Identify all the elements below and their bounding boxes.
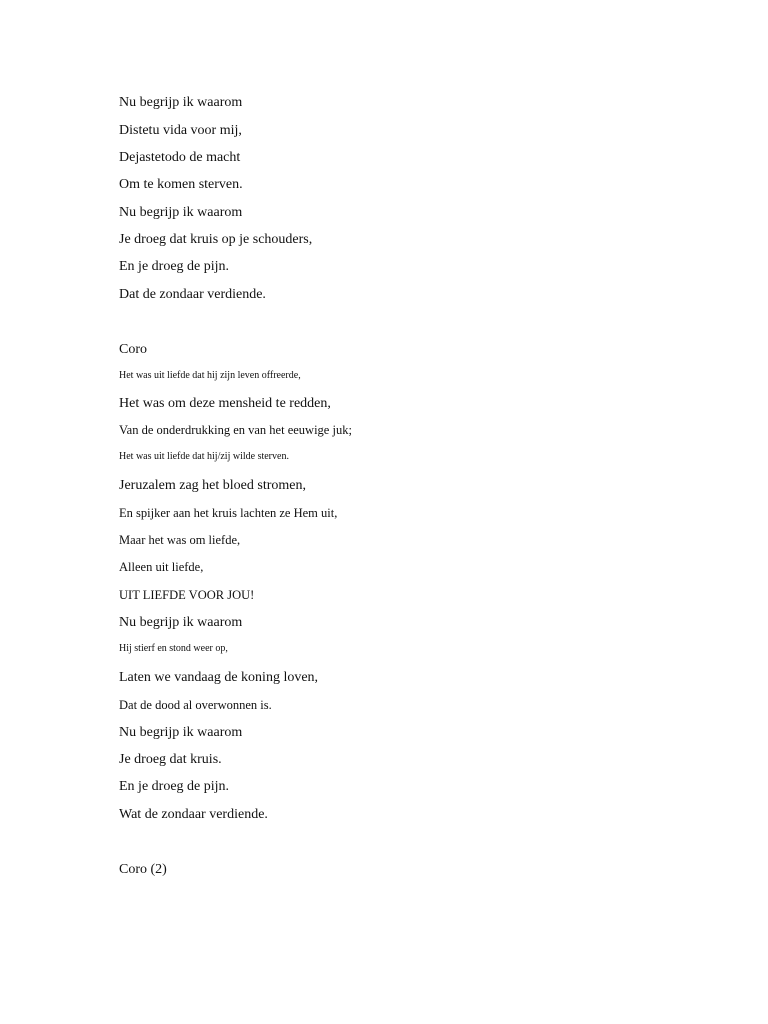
chorus1-line-5: Jeruzalem zag het bloed stromen,: [119, 478, 306, 493]
chorus1-line-2: Het was om deze mensheid te redden,: [119, 396, 331, 411]
chorus1-line-15: Je droeg dat kruis.: [119, 752, 222, 767]
chorus1-line-14: Nu begrijp ik waarom: [119, 725, 243, 740]
chorus1-line-4: Het was uit liefde dat hij/zij wilde sterven.: [119, 451, 289, 462]
chorus1-line-6: En spijker aan het kruis lachten ze Hem uit,: [119, 506, 338, 520]
chorus1-heading: Coro: [119, 342, 147, 357]
chorus1-line-7: Maar het was om liefde,: [119, 533, 241, 547]
verse1-line-5: Nu begrijp ik waarom: [119, 205, 243, 220]
chorus1-line-16: En je droeg de pijn.: [119, 779, 230, 794]
chorus1-line-12: Laten we vandaag de koning loven,: [119, 670, 319, 685]
chorus1-line-10: Nu begrijp ik waarom: [119, 615, 243, 630]
chorus2-heading: Coro (2): [119, 862, 167, 877]
verse1-line-1: Nu begrijp ik waarom: [119, 95, 243, 110]
chorus1-line-1: Het was uit liefde dat hij zijn leven offreerde,: [119, 370, 301, 381]
verse1-line-7: En je droeg de pijn.: [119, 259, 230, 274]
chorus1-line-17: Wat de zondaar verdiende.: [119, 807, 268, 822]
chorus1-line-3: Van de onderdrukking en van het eeuwige juk;: [119, 423, 352, 437]
verse1-line-3: Dejastetodo de macht: [119, 150, 241, 165]
chorus1-line-9: UIT LIEFDE VOOR JOU!: [119, 588, 255, 602]
chorus1-line-13: Dat de dood al overwonnen is.: [119, 698, 272, 712]
chorus1-line-11: Hij stierf en stond weer op,: [119, 643, 228, 654]
verse1-line-8: Dat de zondaar verdiende.: [119, 287, 266, 302]
chorus1-line-8: Alleen uit liefde,: [119, 560, 204, 574]
verse1-line-6: Je droeg dat kruis op je schouders,: [119, 232, 313, 247]
verse1-line-4: Om te komen sterven.: [119, 177, 243, 192]
verse1-line-2: Distetu vida voor mij,: [119, 123, 242, 138]
